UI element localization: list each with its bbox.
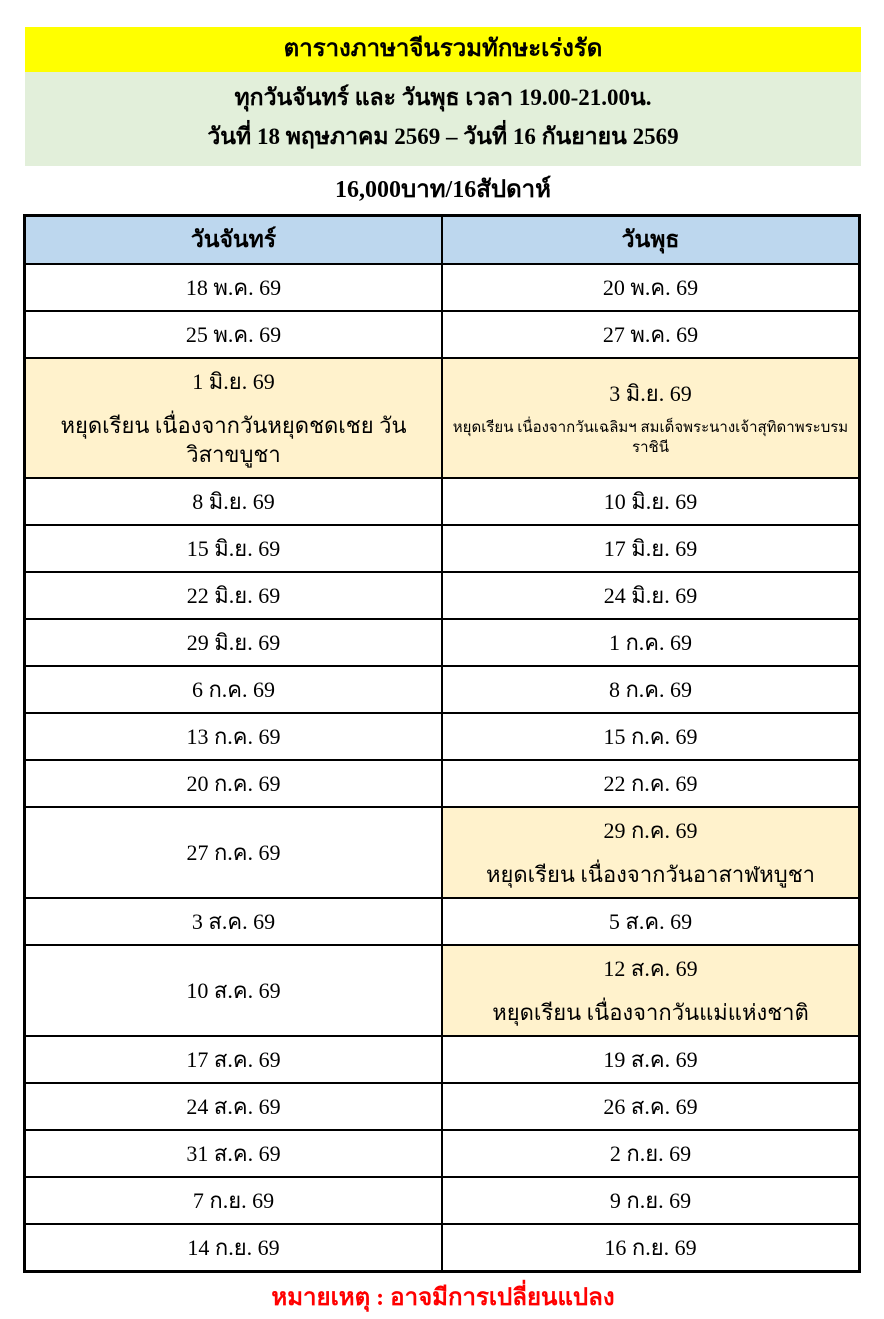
monday-cell [25, 478, 443, 525]
holiday-note: หยุดเรียน เนื่องจากวันแม่แห่งชาติ [492, 1000, 809, 1025]
wednesday-cell [442, 713, 860, 760]
session-date: 27 ก.ค. 69 [186, 840, 281, 865]
table-row [25, 478, 860, 525]
holiday-note: หยุดเรียน เนื่องจากวันเฉลิมฯ สมเด็จพระนางเจ้าสุทิดาพระบรมราชินี [452, 419, 849, 456]
monday-cell [25, 525, 443, 572]
monday-cell [25, 619, 443, 666]
session-date: 15 ก.ค. 69 [603, 724, 698, 749]
table-row [25, 1177, 860, 1224]
table-row [25, 572, 860, 619]
session-date: 3 ส.ค. 69 [191, 909, 276, 934]
wednesday-cell [442, 1036, 860, 1083]
page-title: ตารางภาษาจีนรวมทักษะเร่งรัด [283, 36, 603, 62]
schedule-days-time: ทุกวันจันทร์ และ วันพุธ เวลา 19.00-21.00น. [234, 85, 652, 110]
session-date: 17 ส.ค. 69 [186, 1047, 281, 1072]
session-date: 1 มิ.ย. 69 [192, 369, 275, 394]
table-row [25, 264, 860, 311]
table-row [25, 1083, 860, 1130]
schedule-table [23, 214, 861, 1273]
session-date: 18 พ.ค. 69 [185, 275, 282, 300]
course-price: 16,000บาท/16สัปดาห์ [335, 177, 551, 203]
table-row [25, 713, 860, 760]
wednesday-cell [442, 945, 860, 1036]
monday-cell [25, 358, 443, 478]
session-date: 8 มิ.ย. 69 [192, 489, 275, 514]
table-row [25, 358, 860, 478]
monday-cell [25, 898, 443, 945]
monday-cell [25, 807, 443, 898]
session-date: 25 พ.ค. 69 [185, 322, 282, 347]
session-date: 31 ส.ค. 69 [186, 1141, 281, 1166]
holiday-note: หยุดเรียน เนื่องจากวันอาสาฬหบูชา [485, 862, 816, 887]
session-date: 16 ก.ย. 69 [604, 1235, 697, 1260]
table-row [25, 760, 860, 807]
session-date: 1 ก.ค. 69 [608, 630, 693, 655]
table-row [25, 1036, 860, 1083]
session-date: 12 ส.ค. 69 [603, 956, 698, 981]
session-date: 5 ส.ค. 69 [608, 909, 693, 934]
monday-cell [25, 1036, 443, 1083]
header-row [25, 216, 860, 265]
schedule-info-box [25, 72, 861, 166]
table-row [25, 945, 860, 1036]
table-row [25, 1224, 860, 1272]
table-row [25, 619, 860, 666]
wednesday-cell [442, 525, 860, 572]
wednesday-cell [442, 1130, 860, 1177]
monday-cell [25, 1177, 443, 1224]
session-date: 9 ก.ย. 69 [609, 1188, 692, 1213]
wednesday-cell [442, 1083, 860, 1130]
table-row [25, 311, 860, 358]
schedule-table-body [25, 264, 860, 1272]
wednesday-cell [442, 311, 860, 358]
monday-cell [25, 945, 443, 1036]
wednesday-cell [442, 572, 860, 619]
session-date: 15 มิ.ย. 69 [186, 536, 281, 561]
wednesday-cell [442, 264, 860, 311]
monday-cell [25, 264, 443, 311]
table-row [25, 807, 860, 898]
wednesday-cell [442, 807, 860, 898]
session-date: 24 มิ.ย. 69 [603, 583, 698, 608]
session-date: 14 ก.ย. 69 [187, 1235, 280, 1260]
monday-cell [25, 1130, 443, 1177]
column-header-monday: วันจันทร์ [25, 216, 443, 265]
session-date: 29 มิ.ย. 69 [186, 630, 281, 655]
holiday-note: หยุดเรียน เนื่องจากวันหยุดชดเชย วันวิสาขบูชา [60, 413, 407, 467]
monday-cell [25, 572, 443, 619]
schedule-table-head [25, 216, 860, 265]
session-date: 8 ก.ค. 69 [608, 677, 693, 702]
monday-cell [25, 760, 443, 807]
session-date: 26 ส.ค. 69 [603, 1094, 698, 1119]
monday-cell [25, 713, 443, 760]
wednesday-cell [442, 666, 860, 713]
session-date: 10 มิ.ย. 69 [603, 489, 698, 514]
session-date: 29 ก.ค. 69 [603, 818, 698, 843]
session-date: 7 ก.ย. 69 [192, 1188, 275, 1213]
session-date: 3 มิ.ย. 69 [609, 380, 692, 406]
table-row [25, 666, 860, 713]
wednesday-cell [442, 898, 860, 945]
session-date: 20 พ.ค. 69 [602, 275, 699, 300]
session-date: 22 ก.ค. 69 [603, 771, 698, 796]
session-date: 6 ก.ค. 69 [191, 677, 276, 702]
session-date: 22 มิ.ย. 69 [186, 583, 281, 608]
schedule-date-range: วันที่ 18 พฤษภาคม 2569 – วันที่ 16 กันยายน 2569 [207, 124, 679, 149]
document-title-bar [25, 27, 861, 72]
session-date: 13 ก.ค. 69 [186, 724, 281, 749]
wednesday-cell [442, 1224, 860, 1272]
session-date: 24 ส.ค. 69 [186, 1094, 281, 1119]
session-date: 27 พ.ค. 69 [602, 322, 699, 347]
monday-cell [25, 1083, 443, 1130]
table-row [25, 525, 860, 572]
session-date: 17 มิ.ย. 69 [603, 536, 698, 561]
session-date: 19 ส.ค. 69 [603, 1047, 698, 1072]
wednesday-cell [442, 760, 860, 807]
monday-cell [25, 666, 443, 713]
table-row [25, 898, 860, 945]
session-date: 2 ก.ย. 69 [609, 1141, 692, 1166]
footer-note: หมายเหตุ : อาจมีการเปลี่ยนแปลง [271, 1285, 615, 1311]
wednesday-cell [442, 1177, 860, 1224]
monday-cell [25, 311, 443, 358]
wednesday-cell [442, 358, 860, 478]
monday-cell [25, 1224, 443, 1272]
column-header-wednesday: วันพุธ [442, 216, 860, 265]
wednesday-cell [442, 478, 860, 525]
table-row [25, 1130, 860, 1177]
wednesday-cell [442, 619, 860, 666]
session-date: 10 ส.ค. 69 [186, 978, 281, 1003]
session-date: 20 ก.ค. 69 [186, 771, 281, 796]
